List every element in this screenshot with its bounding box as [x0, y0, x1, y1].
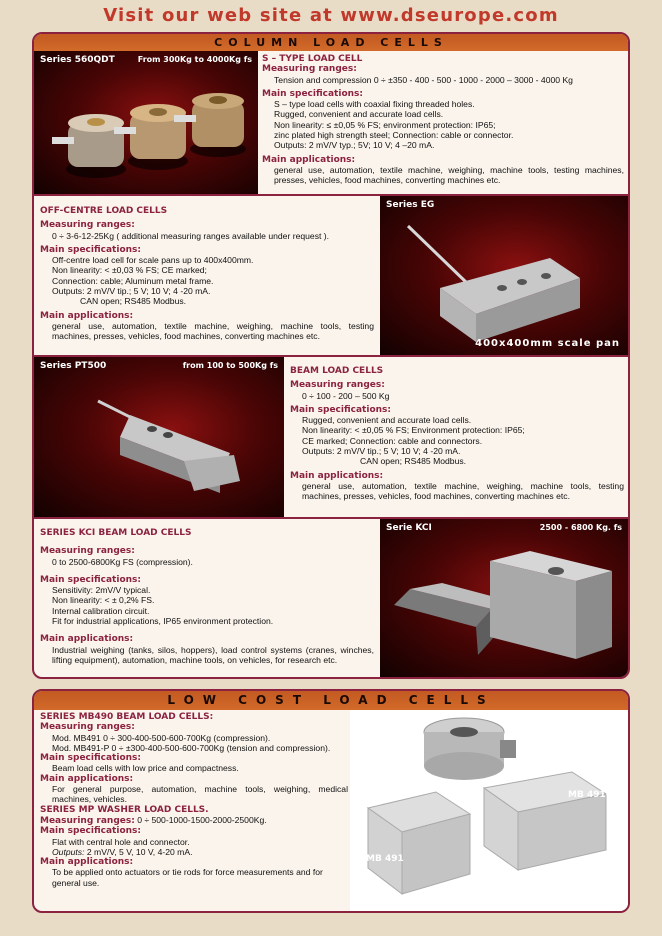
apps-value: general use, automation, textile machine, weighing, machine tools, testing machines, presses, vehicles, food machines, converting machines etc. [302, 480, 624, 502]
kci-cells-illustration [380, 519, 628, 677]
off-centre-cell-illustration [380, 196, 628, 355]
ranges-value: 0 to 2500-6800Kg FS (compression). [52, 556, 193, 567]
s-type-cells-illustration [34, 51, 258, 194]
section-header-bar [34, 691, 628, 710]
apps-label: Main applications: [40, 310, 134, 321]
outputs-label: Outputs: [52, 846, 85, 857]
photo-pt500 [34, 357, 284, 517]
photo-range: From 300Kg to 4000Kg fs [137, 55, 252, 64]
specs-label: Main specifications: [262, 88, 363, 99]
ranges-label: Measuring ranges: [40, 722, 135, 733]
spec-line: Rugged, convenient and accurate load cells. [274, 109, 444, 120]
spec-line: Sensitivity: 2mV/V typical. [52, 585, 151, 596]
spec-line: Non linearity: ≤ ±0,05 % FS; environment protection: IP65; [274, 119, 496, 130]
website-text[interactable]: Visit our web site at www.dseurope.com [103, 5, 559, 26]
spec-line: Outputs: 2 mV/V tip.; 5 V; 10 V; 4 -20 mA. [302, 446, 461, 457]
specs-label: Main specifications: [40, 574, 141, 585]
ranges-value: 0 ÷ 500-1000-1500-2000-2500Kg. [137, 814, 267, 825]
apps-value: To be applied onto actuators or tie rods for force measurements and for general use. [52, 867, 323, 888]
specs-label: Main specifications: [290, 404, 391, 415]
low-cost-cells-illustration [350, 710, 628, 911]
photo-series-eg [380, 196, 628, 355]
label-mp: MP [400, 734, 416, 744]
ranges-label: Measuring ranges: [262, 64, 357, 75]
spec-line: Fit for industrial applications, IP65 environment protection. [52, 616, 274, 627]
spec-line: CE marked; Connection: cable and connectors. [302, 435, 483, 446]
photo-title: Series 560QDT [40, 55, 115, 65]
specs-label: Main specifications: [40, 826, 141, 837]
s-type-heading: S – TYPE LOAD CELL [262, 54, 363, 64]
section-title: LOW COST LOAD CELLS [167, 693, 495, 707]
outputs-value: 2 mV/V, 5 V, 10 V, 4-20 mA. [86, 846, 193, 857]
ranges-line: Mod. MB491-P 0 ÷ ±300-400-500-600-700Kg (tension and compression). [52, 742, 331, 753]
specs-value: Flat with central hole and connector. [52, 836, 190, 847]
apps-value: general use, automation, textile machine, weighing, machine tools, testing machines, presses, vehicles, food machines, converting machines etc. [274, 164, 624, 186]
spec-line: Connection: cable; Aluminum metal frame. [52, 275, 214, 286]
apps-label: Main applications: [262, 154, 356, 165]
ranges-label: Measuring ranges: [40, 815, 135, 826]
mb490-heading: SERIES MB490 BEAM LOAD CELLS: [40, 712, 214, 722]
kci-text [40, 528, 374, 665]
beam-heading: BEAM LOAD CELLS [290, 366, 384, 376]
spec-line: Outputs: 2 mV/V typ.; 5V; 10 V; 4 –20 mA. [274, 140, 435, 151]
photo-low-cost-cells [350, 710, 628, 911]
website-banner [0, 0, 662, 32]
section-title: COLUMN LOAD CELLS [214, 36, 448, 49]
off-centre-text [40, 206, 374, 342]
spec-line: Non linearity: < ±0,03 % FS; CE marked; [52, 265, 207, 276]
spec-line: CAN open; RS485 Modbus. [360, 456, 467, 467]
spec-line: CAN open; RS485 Modbus. [80, 296, 187, 307]
ranges-value: Tension and compression 0 ÷ ±350 - 400 - 500 - 1000 - 2000 – 3000 - 4000 Kg [274, 74, 573, 85]
mp-heading: SERIES MP WASHER LOAD CELLS. [40, 804, 209, 815]
ranges-value: 0 ÷ 3-6-12-25Kg ( additional measuring ranges available under request ). [52, 230, 330, 241]
ranges-label: Measuring ranges: [40, 220, 135, 231]
apps-label: Main applications: [40, 773, 134, 784]
spec-line: Internal calibration circuit. [52, 605, 150, 616]
photo-title: Series EG [386, 200, 435, 210]
low-cost-text [40, 712, 348, 888]
low-cost-load-cells-section [32, 689, 630, 913]
photo-caption: 400x400mm scale pan [475, 338, 620, 349]
spec-line: Off-centre load cell for scale pans up to 400x400mm. [52, 255, 254, 266]
spec-line: Non linearity: < ± 0,2% FS. [52, 595, 155, 606]
apps-label: Main applications: [40, 857, 134, 868]
ranges-line: Mod. MB491 0 ÷ 300-400-500-600-700Kg (compression). [52, 732, 271, 743]
apps-value: general use, automation, textile machine, weighing, machine tools, testing machines, presses, vehicles, food machines, converting machines etc. [52, 320, 374, 342]
photo-title: Serie KCI [386, 523, 432, 533]
ranges-label: Measuring ranges: [40, 546, 135, 557]
apps-label: Main applications: [40, 634, 134, 645]
spec-line: Non linearity: < ±0,05 % FS; Environment protection: IP65; [302, 425, 525, 436]
ranges-label: Measuring ranges: [290, 380, 385, 391]
label-mb491: MB 491 [366, 854, 404, 864]
specs-value: Beam load cells with low price and compactness. [52, 763, 239, 774]
apps-value: For general purpose, automation, machine tools, weighing, medical machines, vehicles. [52, 784, 348, 805]
beam-cell-illustration [34, 357, 284, 517]
label-mb491p: MB 491-P [568, 790, 617, 800]
s-type-text [262, 54, 624, 186]
photo-560qdt [34, 51, 258, 194]
section-header-bar [34, 34, 628, 51]
apps-label: Main applications: [290, 470, 384, 481]
kci-heading: SERIES KCI BEAM LOAD CELLS [40, 528, 192, 538]
spec-line: Rugged, convenient and accurate load cells. [302, 415, 472, 426]
off-centre-heading: OFF-CENTRE LOAD CELLS [40, 206, 168, 216]
photo-title: Series PT500 [40, 361, 107, 371]
spec-line: Outputs: 2 mV/V tip.; 5 V; 10 V; 4 -20 mA. [52, 286, 211, 297]
photo-range: 2500 - 6800 Kg. fs [539, 523, 622, 532]
photo-kci [380, 519, 628, 677]
beam-text [290, 366, 624, 502]
spec-line: zinc plated high strength steel; Connection: cable or connector. [274, 130, 514, 141]
spec-line: S – type load cells with coaxial fixing threaded holes. [274, 99, 475, 110]
specs-label: Main specifications: [40, 753, 141, 764]
column-load-cells-section [32, 32, 630, 679]
photo-range: from 100 to 500Kg fs [182, 361, 278, 370]
apps-value: Industrial weighing (tanks, silos, hoppers), load control systems (cranes, winches, lifting equipment), automation, machine tools, on vehicles, for research etc. [52, 644, 374, 665]
specs-label: Main specifications: [40, 244, 141, 255]
ranges-value: 0 ÷ 100 - 200 – 500 Kg [302, 390, 390, 401]
